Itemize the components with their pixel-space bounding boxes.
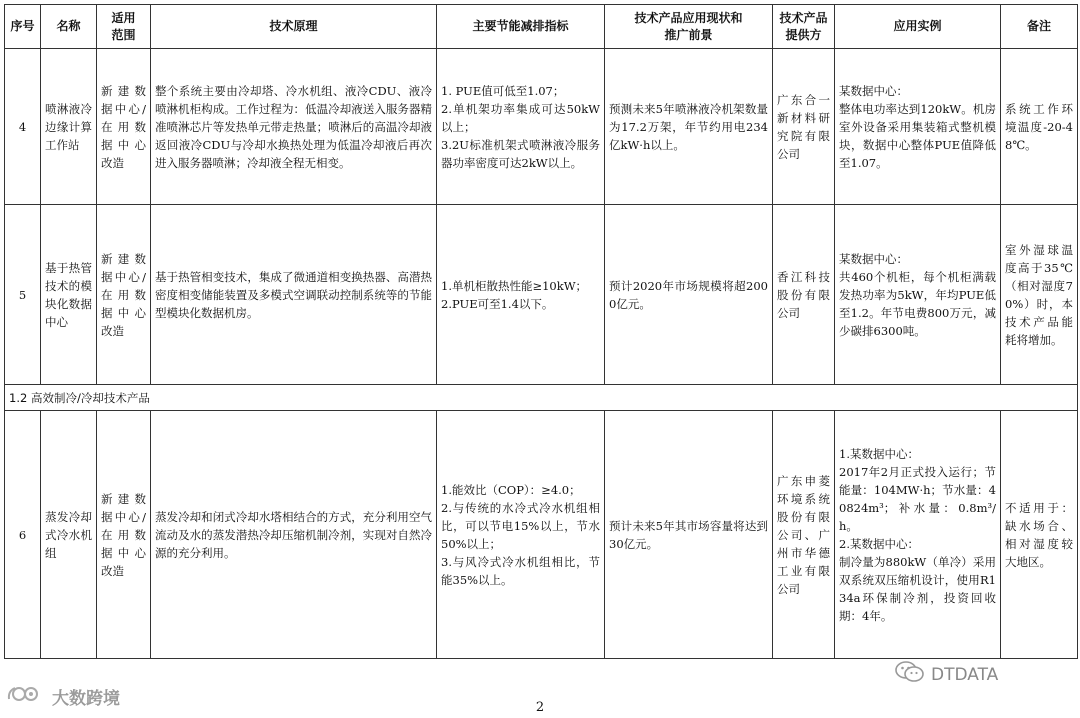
cell-scope: 新建数据中心/在用数据中心改造 — [97, 49, 151, 205]
cell-note: 室外湿球温度高于35℃（相对湿度70%）时，本技术产品能耗将增加。 — [1001, 205, 1078, 385]
table-row — [5, 411, 1078, 659]
header-provider: 技术产品 提供方 — [773, 5, 835, 49]
section-title: 1.2 高效制冷/冷却技术产品 — [5, 385, 1078, 411]
cell-example: 1.某数据中心： 2017年2月正式投入运行；节能量：104MW·h；节水量：40824m³；补水量：0.8m³/h。 2.某数据中心： 制冷量为880kW（单冷）采用双系统双压缩机设计，使用R134a环保制冷剂，投资回收期：4年。 — [835, 411, 1001, 659]
cell-prospects: 预测未来5年喷淋液冷机架数量为17.2万架，年节约用电234亿kW·h以上。 — [605, 49, 773, 205]
header-no: 序号 — [5, 5, 41, 49]
cell-indicators: 1. PUE值可低至1.07； 2.单机架功率集成可达50kW以上； 3.2U标准机架式喷淋液冷服务器功率密度可达2kW以上。 — [437, 49, 605, 205]
cell-note: 系统工作环境温度-20-48℃。 — [1001, 49, 1078, 205]
header-example: 应用实例 — [835, 5, 1001, 49]
header-scope: 适用 范围 — [97, 5, 151, 49]
cell-prospects: 预计未来5年其市场容量将达到30亿元。 — [605, 411, 773, 659]
wechat-icon — [895, 660, 925, 689]
table-row — [5, 205, 1078, 385]
header-principle: 技术原理 — [151, 5, 437, 49]
header-name: 名称 — [41, 5, 97, 49]
cell-prospects: 预计2020年市场规模将超2000亿元。 — [605, 205, 773, 385]
section-row — [5, 385, 1078, 411]
cell-name: 蒸发冷却式冷水机组 — [41, 411, 97, 659]
cell-name: 喷淋液冷边缘计算工作站 — [41, 49, 97, 205]
technology-table — [4, 4, 1078, 659]
cell-provider: 香江科技股份有限公司 — [773, 205, 835, 385]
cell-provider: 广东合一新材料研究院有限公司 — [773, 49, 835, 205]
header-indicators: 主要节能减排指标 — [437, 5, 605, 49]
header-prospects: 技术产品应用现状和 推广前景 — [605, 5, 773, 49]
watermark-right — [895, 660, 998, 689]
table-row — [5, 49, 1078, 205]
cell-name: 基于热管技术的模块化数据中心 — [41, 205, 97, 385]
header-row — [5, 5, 1078, 49]
cell-indicators: 1.单机柜散热性能≥10kW； 2.PUE可至1.4以下。 — [437, 205, 605, 385]
cell-indicators: 1.能效比（COP）：≥4.0； 2.与传统的水冷式冷水机组相比，可以节电15%以上，节水50%以上； 3.与风冷式冷水机组相比，节能35%以上。 — [437, 411, 605, 659]
cell-principle: 蒸发冷却和闭式冷却水塔相结合的方式，充分利用空气流动及水的蒸发潜热冷却压缩机制冷剂，实现对自然冷源的充分利用。 — [151, 411, 437, 659]
watermark-right-text: DTDATA — [931, 664, 999, 685]
cell-note: 不适用于：缺水场合、相对湿度较大地区。 — [1001, 411, 1078, 659]
watermark-left-text: 大数跨境 — [52, 689, 120, 709]
cell-principle: 基于热管相变技术，集成了微通道相变换热器、高潜热密度相变储能装置及多模式空调联动控制系统等的节能型模块化数据机房。 — [151, 205, 437, 385]
header-note: 备注 — [1001, 5, 1078, 49]
cell-scope: 新建数据中心/在用数据中心改造 — [97, 205, 151, 385]
cell-principle: 整个系统主要由冷却塔、冷水机组、液冷CDU、液冷喷淋机柜构成。工作过程为：低温冷却液送入服务器精准喷淋芯片等发热单元带走热量；喷淋后的高温冷却液返回液冷CDU与冷却水换热处理为低温冷却液后再次进入服务器喷淋；冷却液全程无相变。 — [151, 49, 437, 205]
cell-no: 5 — [5, 205, 41, 385]
cell-no: 6 — [5, 411, 41, 659]
page-number: 2 — [535, 700, 545, 715]
cell-example: 某数据中心： 整体电功率达到120kW。机房室外设备采用集装箱式整机模块，数据中心整体PUE值降低至1.07。 — [835, 49, 1001, 205]
cell-example: 某数据中心： 共460个机柜，每个机柜满载发热功率为5kW，年均PUE低至1.2。年节电费800万元，减少碳排6300吨。 — [835, 205, 1001, 385]
cell-no: 4 — [5, 49, 41, 205]
cell-provider: 广东申菱环境系统股份有限公司、广州市华德工业有限公司 — [773, 411, 835, 659]
cell-scope: 新建数据中心/在用数据中心改造 — [97, 411, 151, 659]
